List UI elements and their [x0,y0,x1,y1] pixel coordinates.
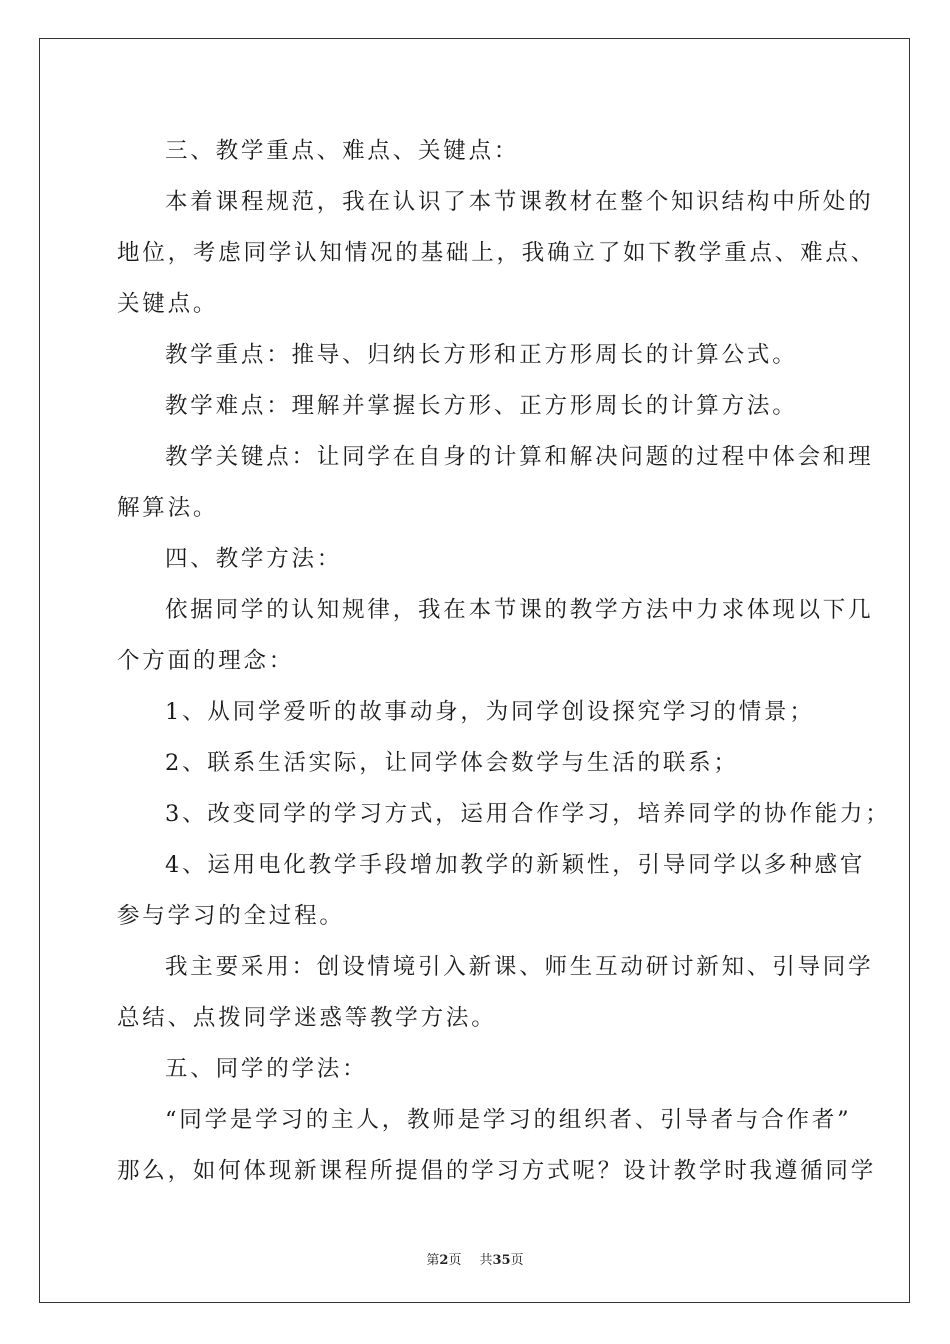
list-item: 4、运用电化教学手段增加教学的新颖性，引导同学以多种感官 [165,852,866,878]
section-heading: 三、教学重点、难点、关键点： [165,138,520,164]
total-prefix: 共 [479,1253,493,1268]
page-prefix: 第 [426,1253,440,1268]
paragraph-line: 地位，考虑同学认知情况的基础上，我确立了如下教学重点、难点、 [117,240,877,266]
section-heading: 五、同学的学法： [165,1056,368,1082]
list-item: 1、从同学爱听的故事动身，为同学创设探究学习的情景； [165,699,815,725]
paragraph-line: 教学关键点：让同学在自身的计算和解决问题的过程中体会和理 [165,444,874,470]
list-item: 2、联系生活实际，让同学体会数学与生活的联系； [165,750,739,776]
document-body [117,126,891,1197]
page-suffix: 页 [448,1253,462,1268]
paragraph-line: 解算法。 [117,495,219,521]
section-heading: 四、教学方法： [165,546,343,572]
total-pages: 35 [492,1253,511,1268]
paragraph-line: 教学难点：理解并掌握长方形、正方形周长的计算方法。 [165,393,798,419]
list-item: 3、改变同学的学习方式，运用合作学习，培养同学的协作能力； [165,801,891,827]
page-footer [0,1249,950,1268]
paragraph-line: 我主要采用：创设情境引入新课、师生互动研讨新知、引导同学 [165,954,874,980]
paragraph-line: 参与学习的全过程。 [117,903,345,929]
paragraph-line: 关键点。 [117,291,219,317]
paragraph-line: 那么，如何体现新课程所提倡的学习方式呢？设计教学时我遵循同学 [117,1158,877,1184]
total-suffix: 页 [510,1253,524,1268]
paragraph-line: 依据同学的认知规律，我在本节课的教学方法中力求体现以下几 [165,597,874,623]
paragraph-line: 个方面的理念： [117,648,295,674]
paragraph-line: 教学重点：推导、归纳长方形和正方形周长的计算公式。 [165,342,798,368]
paragraph-line: 总结、点拨同学迷惑等教学方法。 [117,1005,497,1031]
page-number: 2 [439,1253,449,1268]
quote-line: “同学是学习的主人，教师是学习的组织者、引导者与合作者” [165,1107,852,1133]
paragraph-line: 本着课程规范，我在认识了本节课教材在整个知识结构中所处的 [165,189,874,215]
